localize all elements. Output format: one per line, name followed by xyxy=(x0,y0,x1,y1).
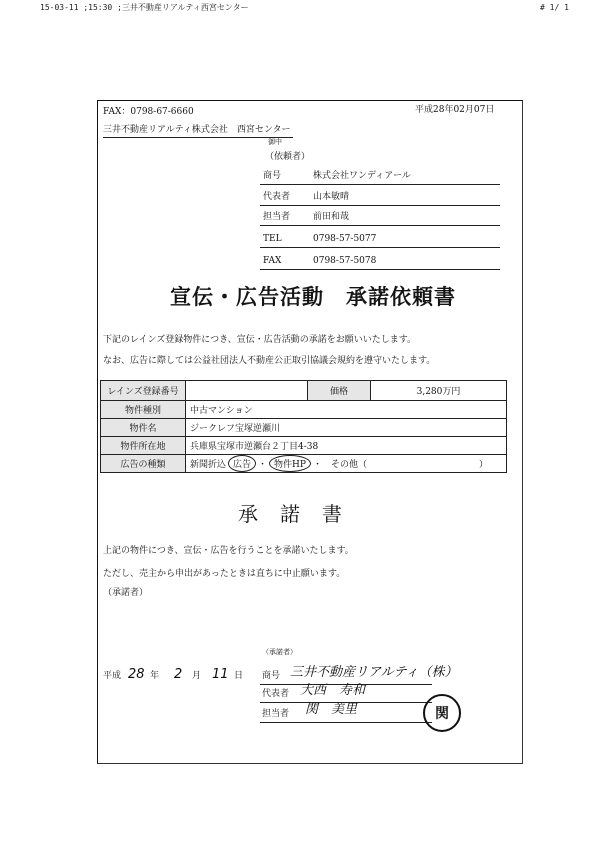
property-type-label: 物件種別 xyxy=(101,401,186,419)
consent-date-year: 28 xyxy=(128,667,145,682)
reins-number-label: レインズ登録番号 xyxy=(101,381,186,401)
consenter-representative-label: 代表者 xyxy=(262,689,290,699)
personal-seal-stamp: 関 xyxy=(423,694,461,732)
requester-tel-underline xyxy=(260,247,500,248)
table-row xyxy=(101,455,507,473)
requester-heading: （依頼者） xyxy=(265,152,311,162)
requester-representative-label: 代表者 xyxy=(263,192,291,202)
table-row xyxy=(101,381,507,401)
consent-line-1: 上記の物件につき、宣伝・広告を行うことを承諾いたします。 xyxy=(103,546,354,556)
consenter-contact-value: 関 美里 xyxy=(305,702,358,717)
consent-date-era: 平成 xyxy=(103,671,122,681)
consent-date-day-unit: 日 xyxy=(234,671,244,681)
consent-date-year-unit: 年 xyxy=(150,671,160,681)
requester-contact-underline xyxy=(260,225,500,226)
requester-representative-underline xyxy=(260,205,500,206)
ad-type-hp-circled: 物件HP xyxy=(269,455,311,472)
consenter-representative-value: 大西 寿和 xyxy=(300,683,366,698)
requester-fax-value: 0798-57-5078 xyxy=(313,256,377,266)
consenter-subheading: （承諾者） xyxy=(262,648,297,656)
consenter-contact-label: 担当者 xyxy=(262,709,290,719)
consenter-contact-underline xyxy=(260,722,432,723)
ad-type-cell xyxy=(186,455,507,473)
requester-company-label: 商号 xyxy=(263,171,282,181)
intro-line-2: なお、広告に際しては公益社団法人不動産公正取引協議会規約を遵守いたします。 xyxy=(103,356,436,366)
recipient-honorific: 御中 xyxy=(268,138,282,146)
intro-line-1: 下記のレインズ登録物件につき、宣伝・広告活動の承諾をお願いいたします。 xyxy=(103,335,417,345)
fax-page-counter: # 1/ 1 xyxy=(540,3,569,12)
table-row xyxy=(101,437,507,455)
requester-fax-label: FAX xyxy=(263,256,282,266)
consent-date-month: 2 xyxy=(174,667,183,682)
ad-type-separator: ・ xyxy=(258,460,268,470)
property-table xyxy=(100,380,507,473)
recipient-name: 三井不動産リアルティ株式会社 西宮センター xyxy=(103,125,291,135)
ad-type-label: 広告の種類 xyxy=(101,455,186,473)
property-type-value: 中古マンション xyxy=(186,401,507,419)
requester-tel-label: TEL xyxy=(263,234,282,244)
property-address-label: 物件所在地 xyxy=(101,437,186,455)
sender-fax-number: FAX：0798-67-6660 xyxy=(103,107,194,117)
requester-tel-value: 0798-57-5077 xyxy=(313,234,377,244)
consent-date-month-unit: 月 xyxy=(192,671,202,681)
consenter-company-value: 三井不動産リアルティ（株） xyxy=(290,665,458,680)
requester-company-value: 株式会社ワンディアール xyxy=(313,171,411,181)
requester-fax-underline xyxy=(260,269,500,270)
fax-transmission-header: 15-03-11 ;15:30 ;三井不動産リアルティ西宮センター xyxy=(40,3,249,12)
table-row xyxy=(101,419,507,437)
ad-type-ad-circled: 広告 xyxy=(228,455,256,472)
requester-representative-value: 山本敏晴 xyxy=(313,192,350,202)
reins-number-value xyxy=(186,381,308,401)
consent-line-2: ただし、売主から申出があったときは直ちに中止願います。 xyxy=(103,569,346,579)
consent-date-day: 11 xyxy=(212,667,229,682)
consent-title: 承諾書 xyxy=(238,502,364,526)
ad-type-other-close: ） xyxy=(478,460,488,470)
table-row xyxy=(101,401,507,419)
ad-type-newspaper: 新聞折込 xyxy=(190,460,227,470)
request-date: 平成28年02月07日 xyxy=(415,105,495,115)
recipient-underline xyxy=(103,137,293,138)
document-title: 宣伝・広告活動 承諾依頼書 xyxy=(170,285,456,309)
consent-heading: （承諾者） xyxy=(103,588,149,598)
price-value: 3,280万円 xyxy=(371,381,507,401)
consenter-company-label: 商号 xyxy=(262,671,281,681)
requester-contact-value: 前田和哉 xyxy=(313,212,350,222)
price-label: 価格 xyxy=(308,381,371,401)
requester-company-underline xyxy=(260,184,500,185)
property-address-value: 兵庫県宝塚市逆瀬台２丁目4-38 xyxy=(186,437,507,455)
requester-contact-label: 担当者 xyxy=(263,212,291,222)
property-name-label: 物件名 xyxy=(101,419,186,437)
ad-type-other: ・ その他（ xyxy=(312,460,367,470)
property-name-value: ジークレフ宝塚逆瀬川 xyxy=(186,419,507,437)
